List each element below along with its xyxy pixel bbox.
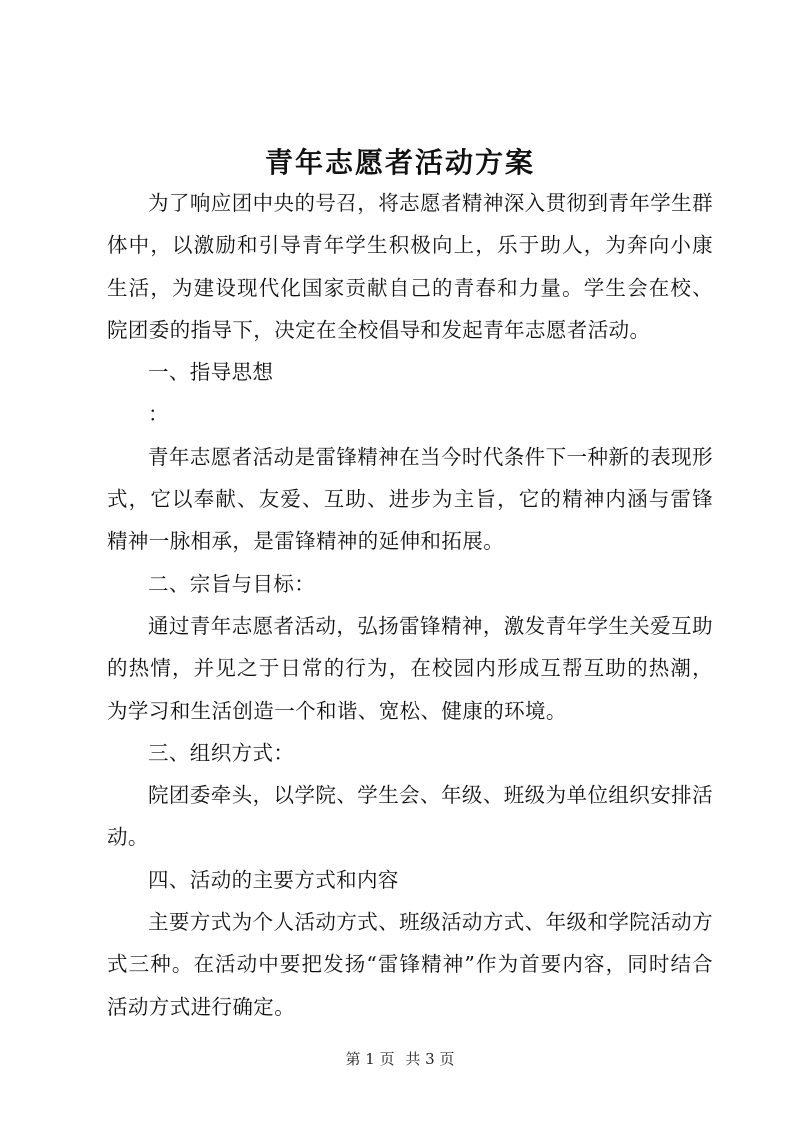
organization-paragraph: 院团委牵头，以学院、学生会、年级、班级为单位组织安排活动。 [107,783,713,850]
colon-line: ： [148,402,169,427]
page-number: 第 1 页 [345,1050,395,1068]
section-heading-organization: 三、组织方式： [148,740,295,765]
purpose-goals-paragraph: 通过青年志愿者活动，弘扬雷锋精神，激发青年学生关爱互助的热情，并见之于日常的行为，在校园内形成互帮互助的热潮，为学习和生活创造一个和谐、宽松、健康的环境。 [107,613,713,723]
section-heading-guiding-thought: 一、指导思想 [148,360,274,385]
guiding-thought-paragraph: 青年志愿者活动是雷锋精神在当今时代条件下一种新的表现形式，它以奉献、友爱、互助、进步为主旨，它的精神内涵与雷锋精神一脉相承，是雷锋精神的延伸和拓展。 [107,444,713,554]
document-title: 青年志愿者活动方案 [264,146,535,179]
page-footer [0,1049,800,1069]
intro-paragraph: 为了响应团中央的号召，将志愿者精神深入贯彻到青年学生群体中，以激励和引导青年学生积极向上，乐于助人，为奔向小康生活，为建设现代化国家贡献自己的青春和力量。学生会在校、院团委的指导下，决定在全校倡导和发起青年志愿者活动。 [107,191,713,342]
section-heading-activities: 四、活动的主要方式和内容 [148,867,399,892]
page-total: 共 3 页 [405,1050,455,1068]
activities-paragraph: 主要方式为个人活动方式、班级活动方式、年级和学院活动方式三种。在活动中要把发扬“雷锋精神”作为首要内容，同时结合活动方式进行确定。 [107,910,713,1019]
document-body [107,182,713,1028]
section-heading-purpose-goals: 二、宗旨与目标： [148,571,316,596]
